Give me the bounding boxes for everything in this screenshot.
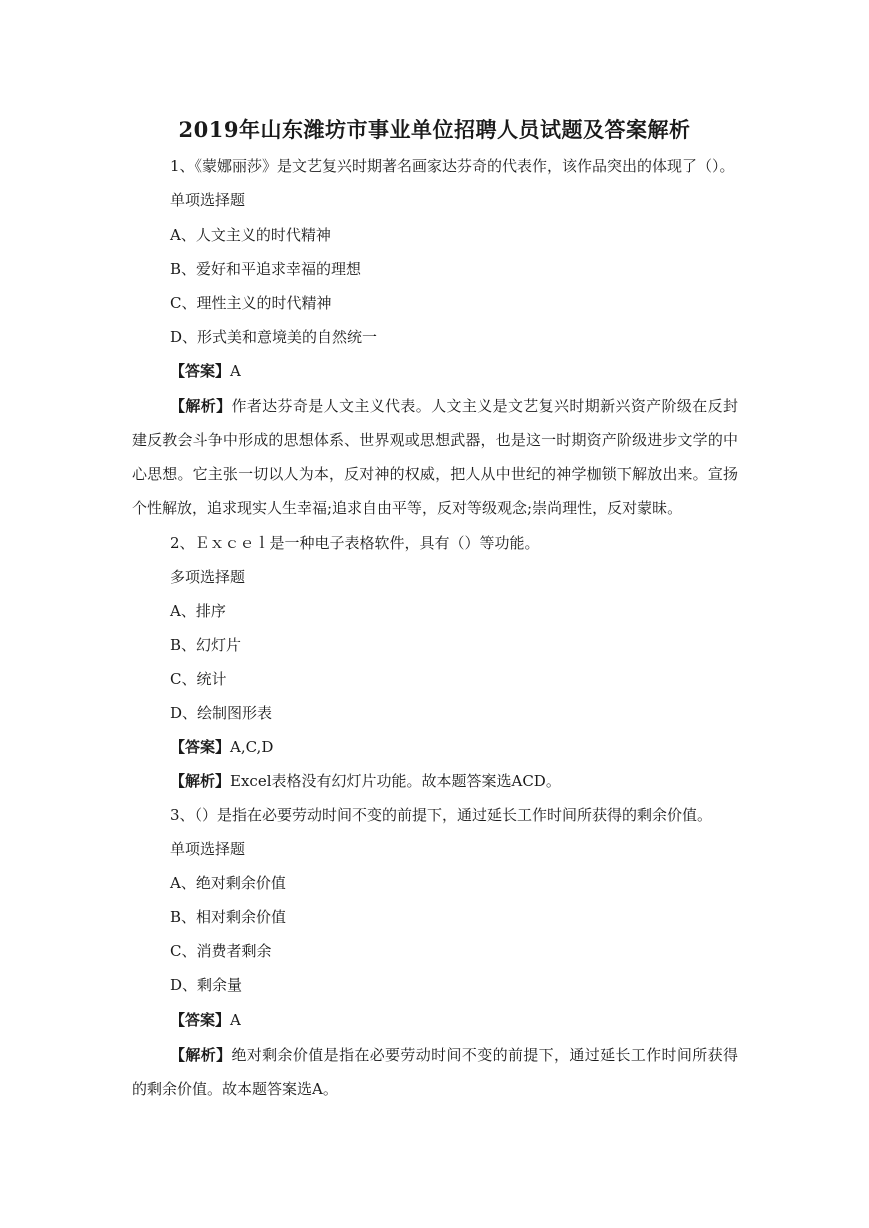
answer-value: A,C,D (230, 738, 274, 756)
analysis-label: 【解析】 (170, 772, 231, 790)
question-stem: 3、（）是指在必要劳动时间不变的前提下，通过延长工作时间所获得的剩余价值。 (170, 806, 713, 824)
answer-label: 【答案】 (170, 738, 231, 756)
analysis-text: 作者达芬奇是人文主义代表。人文主义是文艺复兴时期新兴资产阶级在反封建反教会斗争中形成的思想体系、世界观或思想武器，也是这一时期资产阶级进步文学的中心思想。它主张一切以人为本，反对神的权威，把人从中世纪的神学枷锁下解放出来。宣扬个性解放，追求现实人生幸福;追求自由平等，反对等级观念;崇尚理性，反对蒙昧。 (132, 397, 738, 517)
option-b: B、相对剩余价值 (170, 908, 287, 926)
option-d: D、剩余量 (170, 976, 243, 994)
answer-value: A (230, 1011, 241, 1029)
analysis-label: 【解析】 (170, 1046, 232, 1064)
analysis-line (170, 771, 561, 791)
question-type: 单项选择题 (170, 840, 246, 858)
option-a: A、排序 (170, 602, 226, 620)
option-d: D、形式美和意境美的自然统一 (170, 328, 378, 346)
option-c: C、统计 (170, 670, 227, 688)
question-type: 单项选择题 (170, 191, 246, 209)
option-c: C、理性主义的时代精神 (170, 294, 332, 312)
question-stem: 2、Ｅｘｃｅｌ是一种电子表格软件，具有（）等功能。 (170, 534, 540, 552)
question-type: 多项选择题 (170, 568, 246, 586)
analysis-label: 【解析】 (170, 397, 232, 415)
answer-label: 【答案】 (170, 1011, 231, 1029)
answer-value: A (230, 362, 241, 380)
analysis-paragraph (132, 1038, 738, 1106)
option-b: B、爱好和平追求幸福的理想 (170, 260, 362, 278)
option-c: C、消费者剩余 (170, 942, 272, 960)
option-a: A、绝对剩余价值 (170, 874, 286, 892)
question-stem: 1、《蒙娜丽莎》是文艺复兴时期著名画家达芬奇的代表作，该作品突出的体现了（）。 (170, 157, 735, 175)
option-b: B、幻灯片 (170, 636, 242, 654)
analysis-paragraph (132, 389, 738, 525)
answer-label: 【答案】 (170, 362, 231, 380)
answer-line (170, 361, 241, 381)
page-title: 2019年山东潍坊市事业单位招聘人员试题及答案解析 (178, 117, 691, 142)
analysis-text: 绝对剩余价值是指在必要劳动时间不变的前提下，通过延长工作时间所获得的剩余价值。故本题答案选A。 (132, 1046, 738, 1098)
analysis-text: Excel表格没有幻灯片功能。故本题答案选ACD。 (230, 772, 561, 790)
option-a: A、人文主义的时代精神 (170, 226, 331, 244)
option-d: D、绘制图形表 (170, 704, 273, 722)
answer-line (170, 737, 273, 757)
answer-line (170, 1010, 241, 1030)
